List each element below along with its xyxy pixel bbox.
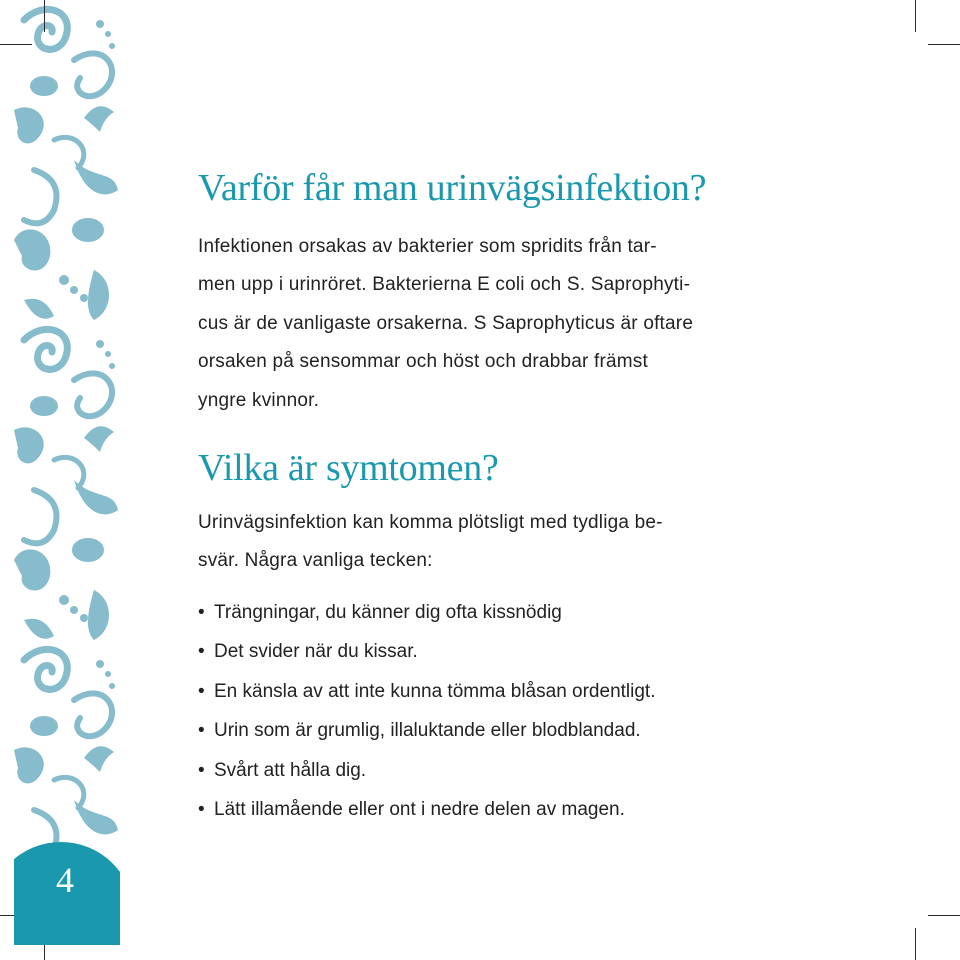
ornament-pattern-icon xyxy=(14,0,120,945)
section-title-symptoms: Vilka är symtomen? xyxy=(198,447,499,490)
crop-mark xyxy=(0,44,32,45)
paragraph-line: svär. Några vanliga tecken: xyxy=(198,550,433,572)
symptom-text: Det svider när du kissar. xyxy=(214,641,418,663)
crop-mark xyxy=(928,915,960,916)
crop-mark xyxy=(915,928,916,960)
symptom-text: Urin som är grumlig, illaluktande eller blodblandad. xyxy=(214,720,641,742)
cause-paragraph xyxy=(198,228,768,421)
list-item xyxy=(198,711,768,751)
paragraph-line: orsaken på sensommar och höst och drabbar främst xyxy=(198,351,648,373)
paragraph-line: men upp i urinröret. Bakterierna E coli och S. Saprophyti- xyxy=(198,274,691,296)
symptom-text: Trängningar, du känner dig ofta kissnödig xyxy=(214,601,562,623)
list-item xyxy=(198,751,768,791)
crop-mark xyxy=(44,0,45,32)
symptom-text: Svårt att hålla dig. xyxy=(214,759,367,781)
section-title-cause: Varför får man urinvägsinfektion? xyxy=(198,167,707,209)
bullet-icon: • xyxy=(198,759,205,781)
paragraph-line: cus är de vanligaste orsakerna. S Saprophyticus är oftare xyxy=(198,312,694,334)
symptom-text: En känsla av att inte kunna tömma blåsan ordentligt. xyxy=(214,680,656,702)
list-item xyxy=(198,672,768,712)
paragraph-line: Infektionen orsakas av bakterier som spridits från tar- xyxy=(198,235,657,257)
paragraph-line: Urinvägsinfektion kan komma plötsligt med tydliga be- xyxy=(198,511,663,533)
content xyxy=(198,160,768,830)
bullet-icon: • xyxy=(198,680,205,702)
paragraph-line: yngre kvinnor. xyxy=(198,389,320,411)
symptoms-intro xyxy=(198,504,768,581)
bullet-icon: • xyxy=(198,641,205,663)
page-number: 4 xyxy=(56,860,74,900)
symptom-list xyxy=(198,593,768,830)
crop-mark xyxy=(928,44,960,45)
list-item xyxy=(198,632,768,672)
bullet-icon: • xyxy=(198,720,205,742)
bullet-icon: • xyxy=(198,601,205,623)
bullet-icon: • xyxy=(198,799,205,821)
list-item xyxy=(198,593,768,633)
list-item xyxy=(198,790,768,830)
crop-mark xyxy=(915,0,916,32)
symptom-text: Lätt illamående eller ont i nedre delen av magen. xyxy=(214,799,625,821)
